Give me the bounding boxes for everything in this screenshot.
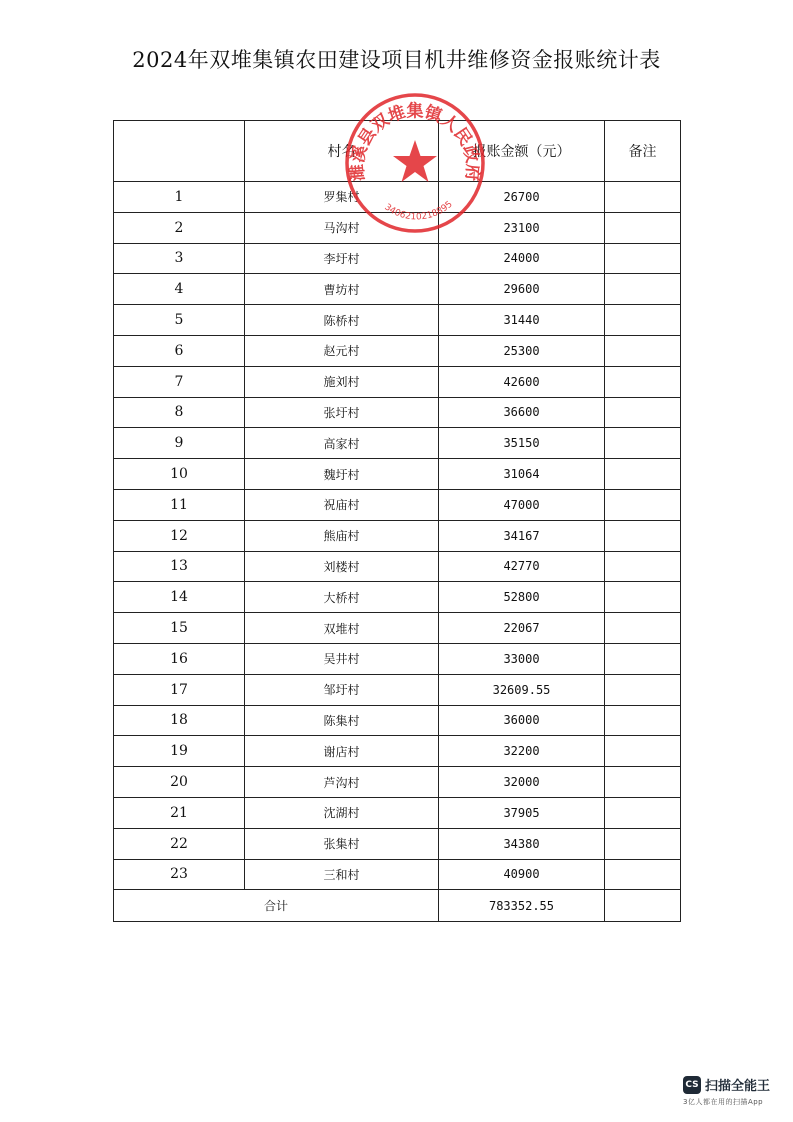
scanner-watermark <box>683 1075 783 1107</box>
row-index: 6 <box>114 335 245 366</box>
row-amount: 34167 <box>439 520 605 551</box>
row-index: 4 <box>114 274 245 305</box>
header-amount: 报账金额（元） <box>439 121 605 182</box>
row-village: 谢店村 <box>245 736 439 767</box>
row-index: 14 <box>114 582 245 613</box>
total-amount: 783352.55 <box>439 890 605 922</box>
table-header-row <box>114 121 681 182</box>
row-village: 罗集村 <box>245 182 439 213</box>
row-index: 22 <box>114 828 245 859</box>
row-village: 刘楼村 <box>245 551 439 582</box>
row-remark <box>605 366 681 397</box>
row-amount: 23100 <box>439 212 605 243</box>
total-label: 合计 <box>114 890 439 922</box>
row-amount: 32609.55 <box>439 674 605 705</box>
row-index: 3 <box>114 243 245 274</box>
row-remark <box>605 643 681 674</box>
row-index: 10 <box>114 459 245 490</box>
row-amount: 42770 <box>439 551 605 582</box>
table-row <box>114 705 681 736</box>
seal-text: 濉溪县双堆集镇人民政府 <box>347 101 483 182</box>
row-amount: 42600 <box>439 366 605 397</box>
row-remark <box>605 397 681 428</box>
row-remark <box>605 428 681 459</box>
row-remark <box>605 182 681 213</box>
row-remark <box>605 489 681 520</box>
row-amount: 24000 <box>439 243 605 274</box>
table-row <box>114 459 681 490</box>
row-index: 21 <box>114 797 245 828</box>
row-amount: 36000 <box>439 705 605 736</box>
row-index: 1 <box>114 182 245 213</box>
row-index: 13 <box>114 551 245 582</box>
row-remark <box>605 736 681 767</box>
row-remark <box>605 212 681 243</box>
table-row <box>114 305 681 336</box>
table-row <box>114 428 681 459</box>
row-index: 17 <box>114 674 245 705</box>
row-index: 12 <box>114 520 245 551</box>
seal-code: 3406210218895 <box>382 199 455 223</box>
row-amount: 31064 <box>439 459 605 490</box>
row-amount: 37905 <box>439 797 605 828</box>
row-remark <box>605 335 681 366</box>
row-amount: 35150 <box>439 428 605 459</box>
row-amount: 26700 <box>439 182 605 213</box>
row-index: 11 <box>114 489 245 520</box>
table-row <box>114 366 681 397</box>
table-row <box>114 797 681 828</box>
total-row <box>114 890 681 922</box>
row-amount: 29600 <box>439 274 605 305</box>
row-village: 祝庙村 <box>245 489 439 520</box>
row-remark <box>605 305 681 336</box>
watermark-name: 扫描全能王 <box>705 1079 771 1094</box>
table-row <box>114 397 681 428</box>
row-amount: 25300 <box>439 335 605 366</box>
row-village: 施刘村 <box>245 366 439 397</box>
table-row <box>114 551 681 582</box>
row-village: 大桥村 <box>245 582 439 613</box>
row-village: 赵元村 <box>245 335 439 366</box>
row-amount: 32200 <box>439 736 605 767</box>
row-amount: 47000 <box>439 489 605 520</box>
total-remark <box>605 890 681 922</box>
row-index: 19 <box>114 736 245 767</box>
table-row <box>114 212 681 243</box>
table-row <box>114 828 681 859</box>
header-village: 村名 <box>245 121 439 182</box>
row-amount: 33000 <box>439 643 605 674</box>
table-row <box>114 274 681 305</box>
row-index: 9 <box>114 428 245 459</box>
row-amount: 31440 <box>439 305 605 336</box>
row-remark <box>605 520 681 551</box>
row-index: 18 <box>114 705 245 736</box>
table-row <box>114 643 681 674</box>
row-village: 陈集村 <box>245 705 439 736</box>
table-row <box>114 859 681 890</box>
row-village: 李圩村 <box>245 243 439 274</box>
watermark-tagline: 3亿人都在用的扫描App <box>683 1098 764 1106</box>
row-village: 邹圩村 <box>245 674 439 705</box>
row-village: 熊庙村 <box>245 520 439 551</box>
table-row <box>114 182 681 213</box>
header-index <box>114 121 245 182</box>
row-village: 张集村 <box>245 828 439 859</box>
row-village: 沈湖村 <box>245 797 439 828</box>
row-remark <box>605 243 681 274</box>
row-remark <box>605 674 681 705</box>
row-remark <box>605 274 681 305</box>
row-remark <box>605 582 681 613</box>
table-row <box>114 674 681 705</box>
table-row <box>114 767 681 798</box>
row-amount: 34380 <box>439 828 605 859</box>
row-amount: 32000 <box>439 767 605 798</box>
row-index: 16 <box>114 643 245 674</box>
row-index: 8 <box>114 397 245 428</box>
row-amount: 40900 <box>439 859 605 890</box>
row-index: 2 <box>114 212 245 243</box>
row-remark <box>605 705 681 736</box>
row-remark <box>605 767 681 798</box>
row-village: 芦沟村 <box>245 767 439 798</box>
row-index: 15 <box>114 613 245 644</box>
camscanner-logo-icon: CS <box>683 1076 701 1094</box>
row-amount: 36600 <box>439 397 605 428</box>
table-row <box>114 335 681 366</box>
reimbursement-table <box>113 120 681 922</box>
row-remark <box>605 859 681 890</box>
row-index: 5 <box>114 305 245 336</box>
row-village: 双堆村 <box>245 613 439 644</box>
row-remark <box>605 613 681 644</box>
row-village: 魏圩村 <box>245 459 439 490</box>
table-row <box>114 243 681 274</box>
row-village: 曹坊村 <box>245 274 439 305</box>
row-village: 马沟村 <box>245 212 439 243</box>
table-row <box>114 613 681 644</box>
row-village: 吴井村 <box>245 643 439 674</box>
document-title: 2024年双堆集镇农田建设项目机井维修资金报账统计表 <box>132 48 661 72</box>
table-row <box>114 489 681 520</box>
row-village: 陈桥村 <box>245 305 439 336</box>
table-row <box>114 520 681 551</box>
table-row <box>114 582 681 613</box>
row-amount: 22067 <box>439 613 605 644</box>
row-village: 高家村 <box>245 428 439 459</box>
row-village: 张圩村 <box>245 397 439 428</box>
table-row <box>114 736 681 767</box>
row-remark <box>605 797 681 828</box>
row-remark <box>605 551 681 582</box>
row-amount: 52800 <box>439 582 605 613</box>
row-index: 20 <box>114 767 245 798</box>
row-index: 23 <box>114 859 245 890</box>
row-index: 7 <box>114 366 245 397</box>
row-remark <box>605 828 681 859</box>
header-remark: 备注 <box>605 121 681 182</box>
row-village: 三和村 <box>245 859 439 890</box>
row-remark <box>605 459 681 490</box>
